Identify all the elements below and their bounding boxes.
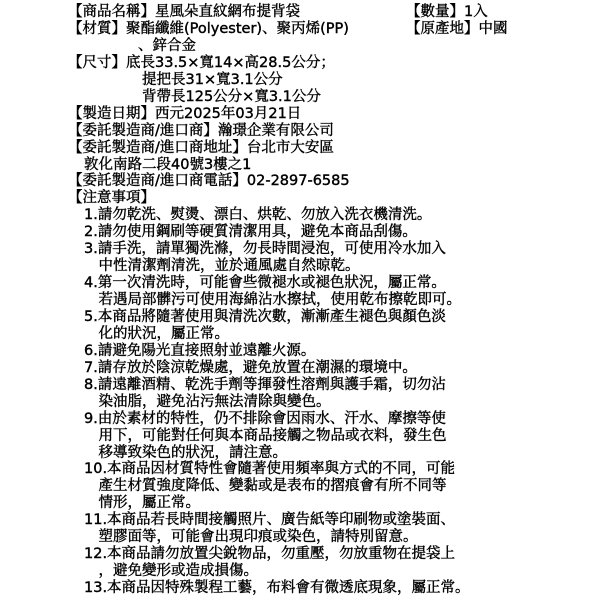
note-line: 移導致染色的狀況，請注意。	[84, 444, 287, 461]
size-strap: 背帶長125公分×寬3.1公分	[142, 88, 321, 105]
material-row: 【材質】聚酯纖維(Polyester)、聚丙烯(PP)	[68, 20, 349, 37]
product-name-row: 【商品名稱】星風朵直紋網布提背袋	[68, 4, 300, 20]
note-line: 染油脂，避免沾污無法清除與變色。	[84, 393, 331, 410]
note-line: 6.請避免陽光直接照射並遠離火源。	[84, 342, 316, 359]
note-line: ，避免變形或造成損傷。	[84, 563, 258, 580]
importer-address-row: 【委託製造商/進口商地址】台北市大安區	[68, 139, 334, 156]
origin-row: 【原產地】中國	[406, 20, 508, 37]
note-line: 產生材質強度降低、變黏或是表布的摺痕會有所不同等	[84, 478, 447, 495]
note-line: 用下，可能對任何與本商品接觸之物品或衣料，發生色	[84, 427, 447, 444]
quantity-row: 【數量】1入	[406, 4, 488, 20]
note-line: 情形，屬正常。	[84, 495, 200, 512]
importer-phone-row: 【委託製造商/進口商電話】02-2897-6585	[68, 173, 350, 190]
material-continued: 、鋅合金	[138, 37, 196, 54]
note-line: 13.本商品因特殊製程工藝，布料會有微透底現象，屬正常。	[84, 580, 470, 596]
note-line: 3.請手洗，請單獨洗滌，勿長時間浸泡，可使用冷水加入	[84, 241, 446, 258]
importer-name-row: 【委託製造商/進口商】瀚璟企業有限公司	[68, 122, 334, 139]
size-row: 【尺寸】底長33.5×寬14×高28.5公分；	[68, 54, 335, 71]
note-line: 2.請勿使用鋼刷等硬質清潔用具，避免本商品刮傷。	[84, 224, 417, 241]
notes-heading: 【注意事項】	[68, 190, 155, 207]
note-line: 7.請存放於陰涼乾燥處，避免放置在潮濕的環境中。	[84, 359, 417, 376]
note-line: 12.本商品請勿放置尖銳物品，勿重壓，勿放重物在提袋上	[84, 546, 456, 563]
note-line: 5.本商品將隨著使用與清洗次數，漸漸產生褪色與顏色淡	[84, 308, 446, 325]
size-handle: 提把長31×寬3.1公分	[142, 71, 283, 88]
importer-address-continued: 敦化南路二段40號3樓之1	[84, 156, 252, 173]
note-line: 1.請勿乾洗、熨燙、漂白、烘乾、勿放入洗衣機清洗。	[84, 207, 432, 224]
note-line: 8.請遠離酒精、乾洗手劑等揮發性溶劑與護手霜，切勿沾	[84, 376, 446, 393]
note-line: 中性清潔劑清洗，並於通風處自然晾乾。	[84, 258, 360, 275]
note-line: 9.由於素材的特性，仍不排除會因雨水、汗水、摩擦等使	[84, 410, 446, 427]
note-line: 10.本商品因材質特性會隨著使用頻率與方式的不同，可能	[84, 461, 456, 478]
note-line: 4.第一次清洗時，可能會些微褪水或褪色狀況，屬正常。	[84, 275, 446, 292]
note-line: 11.本商品若長時間接觸照片、廣告紙等印刷物或塗裝面、	[84, 512, 456, 529]
manufacture-date-row: 【製造日期】西元2025年03月21日	[68, 105, 302, 122]
note-line: 化的狀況，屬正常。	[84, 325, 229, 342]
note-line: 塑膠面等，可能會出現印痕或染色，請特別留意。	[84, 529, 418, 546]
note-line: 若遇局部髒污可使用海綿沾水擦拭，使用乾布擦乾即可。	[84, 292, 461, 308]
